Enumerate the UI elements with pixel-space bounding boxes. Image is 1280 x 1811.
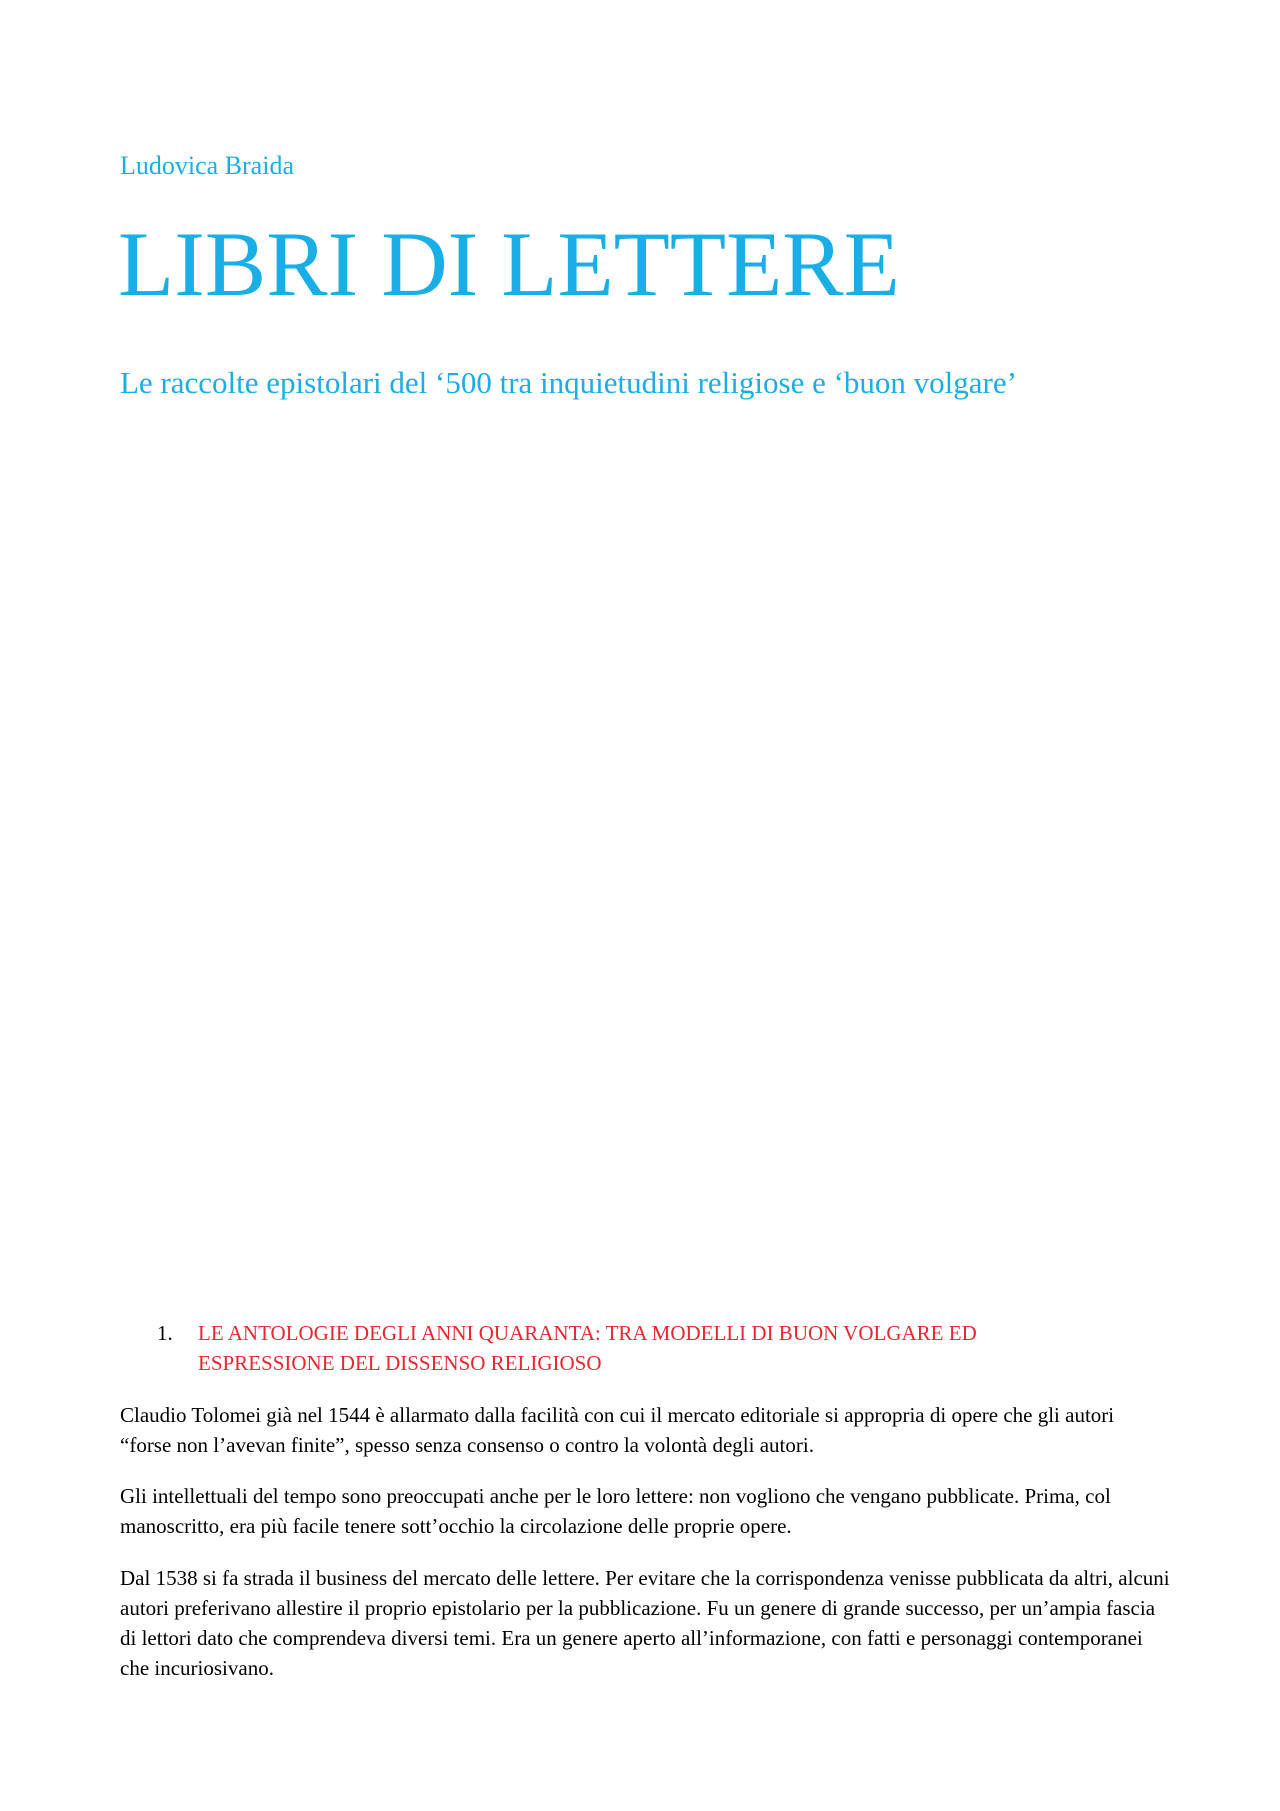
section-heading-text: LE ANTOLOGIE DEGLI ANNI QUARANTA: TRA MODELLI DI BUON VOLGARE ED ESPRESSIONE DEL DISSENSO RELIGIOSO	[198, 1321, 977, 1375]
author-name: Ludovica Braida	[120, 151, 294, 180]
paragraph: Claudio Tolomei già nel 1544 è allarmato dalla facilità con cui il mercato editoriale si appropria di opere che gli autori “forse non l’avevan finite”, spesso senza consenso o contro la volontà degli autori.	[120, 1403, 1115, 1457]
document-title: LIBRI DI LETTERE	[118, 213, 900, 315]
section-number: 1.	[157, 1321, 173, 1345]
document-subtitle: Le raccolte epistolari del ‘500 tra inquietudini religiose e ‘buon volgare’	[120, 365, 1017, 400]
paragraph: Gli intellettuali del tempo sono preoccupati anche per le loro lettere: non vogliono che vengano pubblicate. Prima, col manoscritto, era più facile tenere sott’occhio la circolazione delle proprie opere.	[120, 1484, 1111, 1538]
paragraph: Dal 1538 si fa strada il business del mercato delle lettere. Per evitare che la corrispondenza venisse pubblicata da altri, alcuni autori preferivano allestire il proprio epistolario per la pubblicazione. Fu un genere di grande successo, per un’ampia fascia di lettori dato che comprendeva diversi temi. Era un genere aperto all’informazione, con fatti e personaggi contemporanei che incuriosivano.	[120, 1566, 1170, 1680]
